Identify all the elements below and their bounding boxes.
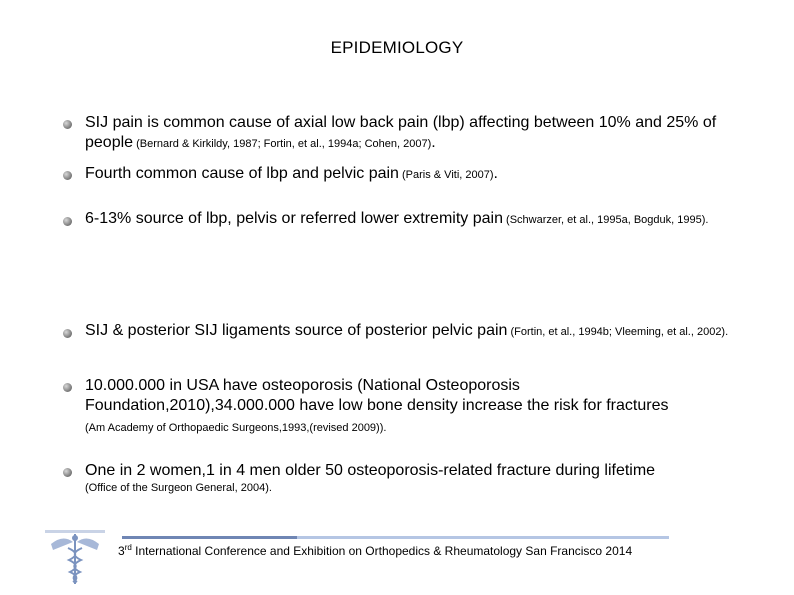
- bullet-dot-icon: [63, 468, 72, 477]
- footer-ordinal-suffix: rd: [124, 543, 132, 552]
- bullet-reference: (Schwarzer, et al., 1995a, Bogduk, 1995).: [502, 214, 709, 226]
- bullet-reference: (Am Academy of Orthopaedic Surgeons,1993,(revised 2009)).: [85, 422, 387, 434]
- bullet-dot-icon: [63, 171, 72, 180]
- bullet-item: [63, 322, 743, 341]
- bullet-item: [63, 461, 743, 495]
- bullet-text: 10.000.000 in USA have osteoporosis (National Osteoporosis Foundation,2010),34.000.000 have low bone density increase the risk for fractures: [85, 377, 669, 414]
- bullet-dot-icon: [63, 120, 72, 129]
- bullet-item: [63, 113, 743, 154]
- bullet-reference: (Office of the Surgeon General, 2004).: [85, 482, 272, 494]
- bullet-reference: (Bernard & Kirkildy, 1987; Fortin, et al., 1994a; Cohen, 2007): [133, 138, 432, 150]
- footer-divider-accent: [122, 536, 297, 539]
- bullet-period: .: [431, 134, 436, 151]
- bullet-item: [63, 376, 678, 438]
- bullet-dot-icon: [63, 217, 72, 226]
- caduceus-logo-icon: [37, 524, 113, 588]
- slide-title: EPIDEMIOLOGY: [330, 38, 464, 57]
- bullet-text: SIJ pain is common cause of axial low back pain (lbp) affecting between 10% and 25% of people: [85, 114, 717, 151]
- bullet-item: [63, 164, 743, 185]
- bullet-text: Fourth common cause of lbp and pelvic pain: [85, 165, 399, 182]
- bullet-text: SIJ & posterior SIJ ligaments source of posterior pelvic pain: [85, 322, 508, 339]
- bullet-period: .: [493, 165, 498, 182]
- bullet-reference: (Fortin, et al., 1994b; Vleeming, et al., 2002).: [507, 326, 729, 338]
- bullet-text: 6-13% source of lbp, pelvis or referred lower extremity pain: [85, 210, 503, 227]
- footer-conference-text: [118, 543, 632, 558]
- footer-divider: [297, 536, 669, 539]
- bullet-dot-icon: [63, 383, 72, 392]
- footer-text: International Conference and Exhibition on Orthopedics & Rheumatology San Francisco 2014: [131, 544, 633, 558]
- bullet-text: One in 2 women,1 in 4 men older 50 osteoporosis-related fracture during lifetime: [85, 462, 656, 479]
- bullet-dot-icon: [63, 329, 72, 338]
- footer-ordinal: 3: [118, 544, 125, 558]
- bullet-item: [63, 210, 743, 229]
- bullet-reference: (Paris & Viti, 2007): [398, 169, 494, 181]
